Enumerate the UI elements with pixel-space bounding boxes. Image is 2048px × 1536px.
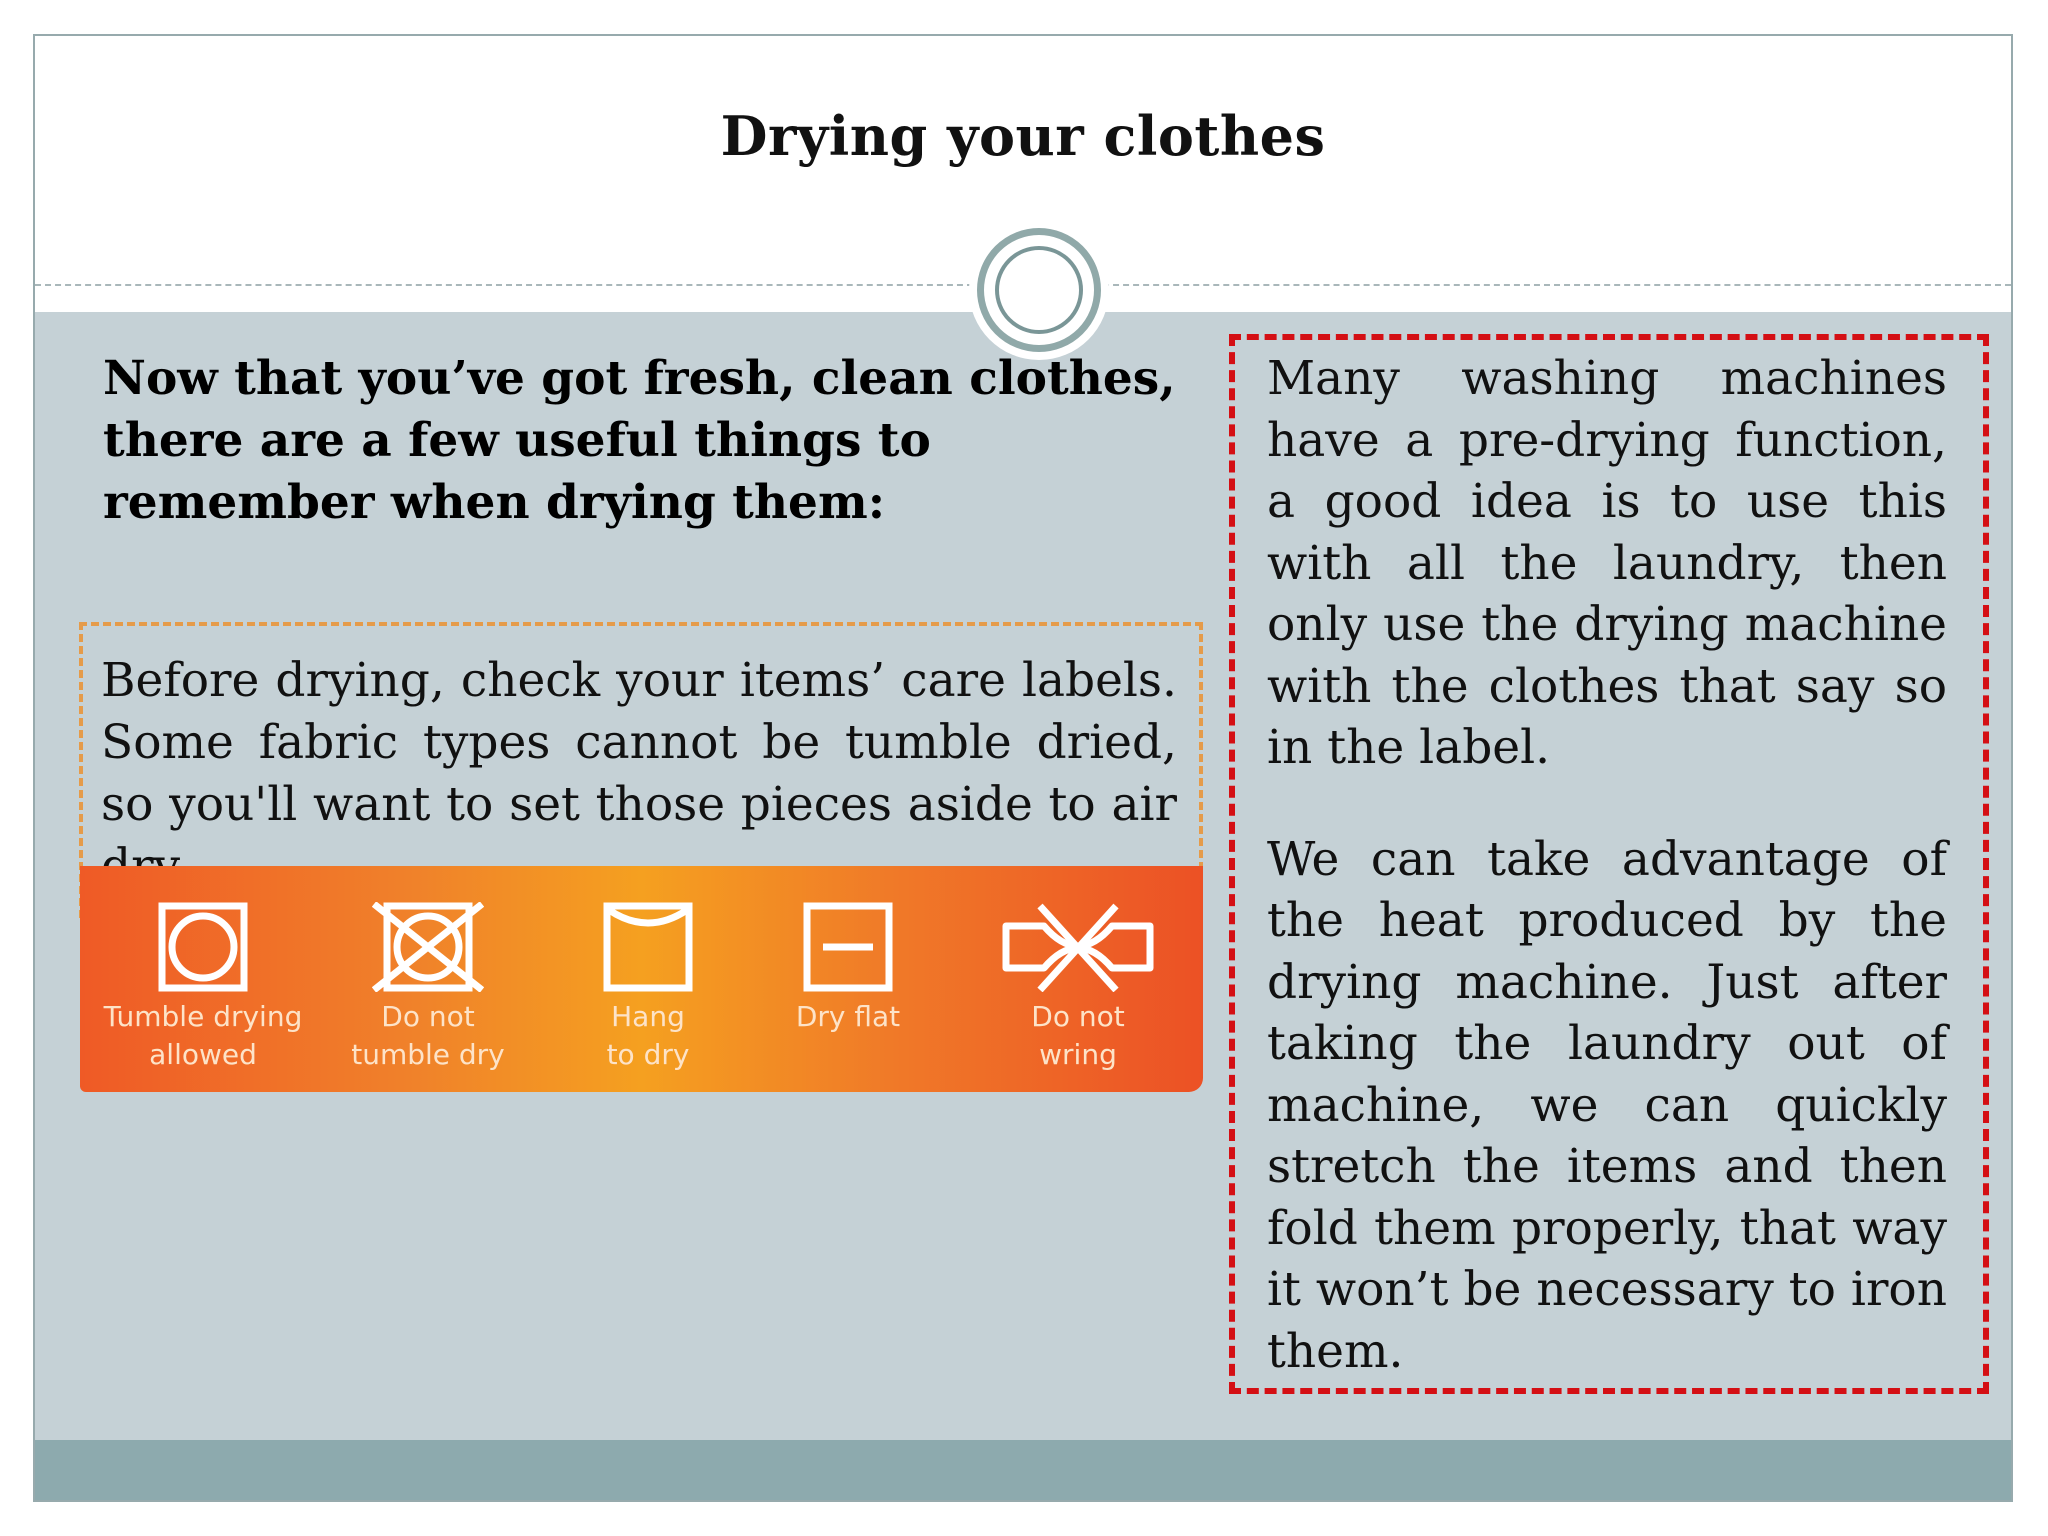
care-symbol-hang-dry xyxy=(578,902,718,1074)
tips-text xyxy=(1267,348,1947,1382)
care-symbol-label: Do not tumble dry xyxy=(351,1000,505,1071)
tip-paragraph: We can take advantage of the heat produced by the drying machine. Just after taking the laundry out of machine, we can quickly stretch the items and then fold them properly, that way it won’t be necessary to iron them. xyxy=(1267,831,1947,1379)
care-symbols-banner xyxy=(80,866,1203,1092)
slide xyxy=(33,34,2013,1502)
care-symbol-dry-flat xyxy=(778,902,918,1036)
circle-ornament-inner xyxy=(995,246,1083,334)
tip-paragraph: Many washing machines have a pre-drying function, a good idea is to use this with all the laundry, then only use the drying machine with the clothes that say so in the label. xyxy=(1267,351,1947,775)
no-tumble-dry-icon xyxy=(372,902,484,992)
no-wring-icon xyxy=(1000,902,1156,992)
care-label-text: Before drying, check your items’ care labels. Some fabric types cannot be tumble dried, so you'll want to set those pieces aside to air xyxy=(101,653,1177,832)
title-divider-left xyxy=(35,284,983,286)
slide-title: Drying your clothes xyxy=(720,104,1326,168)
hang-dry-icon xyxy=(603,902,693,992)
intro-text: Now that you’ve got fresh, clean clothes, there are a few useful things to remember when drying them: xyxy=(103,351,1176,530)
care-symbol-label: Tumble drying allowed xyxy=(103,1000,303,1071)
care-symbol-label: Hang to dry xyxy=(606,1000,690,1071)
care-symbol-no-tumble-dry xyxy=(338,902,518,1074)
tumble-dry-icon xyxy=(158,902,248,992)
footer-band xyxy=(35,1440,2011,1502)
care-symbol-tumble-dry xyxy=(98,902,308,1074)
care-symbol-no-wring xyxy=(998,902,1158,1074)
care-symbol-label: Dry flat xyxy=(795,1000,901,1033)
dry-flat-icon xyxy=(803,902,893,992)
care-symbol-label: Do not wring xyxy=(1031,1000,1125,1071)
title-divider-right xyxy=(1093,284,2011,286)
